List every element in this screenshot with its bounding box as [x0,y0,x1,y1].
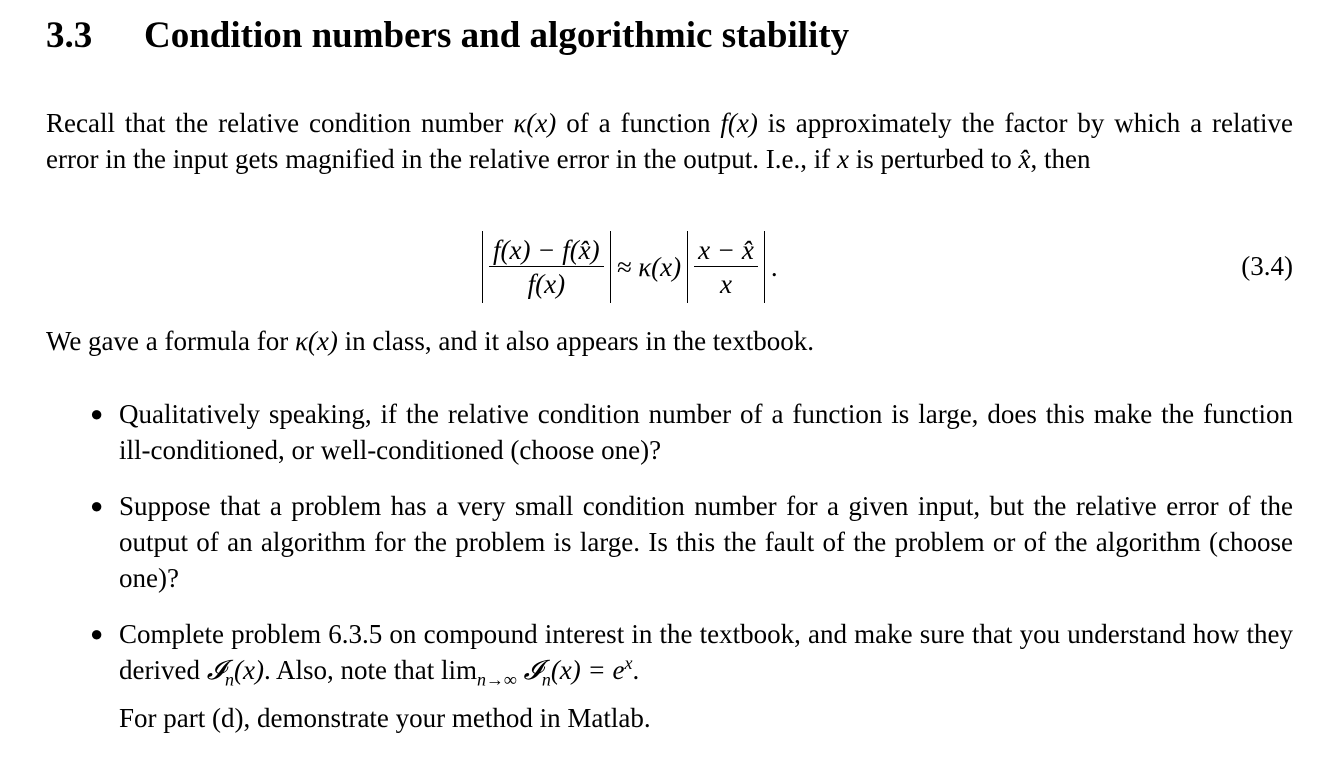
rhs-absolute-value [687,231,765,303]
section-number: 3.3 [46,15,93,56]
section-heading [46,14,849,58]
intro-text: Recall that the relative condition number [46,108,514,138]
math-expression: (x) = e [550,655,625,685]
rhs-numerator: x − x̂ [694,234,758,267]
after-text: We gave a formula for [46,326,295,356]
math-I: 𝓘 [516,655,542,685]
math-xhat: x̂ [1018,144,1031,174]
math-arg: (x) [233,655,264,685]
question-text-part: . Also, note that lim [263,655,477,685]
lhs-numerator: f(x) − f(x̂) [489,234,604,267]
bullet-icon: ● [90,621,104,646]
math-subscript: n [541,669,551,690]
math-subscript: n [224,669,234,690]
after-text: in class, and it also appears in the textbook. [337,326,815,356]
question-text: Qualitatively speaking, if the relative condition number of a function is large, does this make the function ill-conditioned, or well-conditioned (choose one)? [119,399,1293,465]
intro-paragraph [46,105,1293,177]
math-kappa: κ(x) [513,108,557,138]
math-x: x [837,144,849,174]
section-title: Condition numbers and algorithmic stability [144,15,850,56]
intro-text: , then [1030,144,1091,174]
intro-text: is approximately the factor by which a relative error in the input gets magnified in the relative error in the output. I.e., if [46,108,1294,174]
math-I: 𝓘 [206,655,225,685]
question-text [119,616,1293,688]
question-followup: For part (d), demonstrate your method in Matlab. [119,703,651,733]
list-item [46,396,1293,468]
rhs-denominator: x [720,268,732,299]
lhs-denominator: f(x) [527,268,566,299]
math-f: f(x) [720,108,758,138]
list-item [46,616,1293,736]
list-item [46,488,1293,596]
intro-text: of a function [556,108,721,138]
question-list [46,396,1293,756]
bullet-icon: ● [90,493,104,518]
lhs-fraction [489,234,604,301]
bullet-icon: ● [90,401,104,426]
equation-period: . [770,252,778,282]
question-text: Suppose that a problem has a very small condition number for a given input, but the relative error of the output of an algorithm for the problem is large. Is this the fault of the problem or of the algorithm (choose one)? [119,491,1293,593]
math-exponent: x [624,653,633,673]
question-text-part: Complete problem 6.3.5 on compound interest in the textbook, and make sure that you understand how they derived [119,619,1293,685]
equation-number: (3.4) [1241,251,1293,281]
intro-text: is perturbed to [849,144,1019,174]
question-text-part: . [632,655,640,685]
rhs-fraction [694,234,758,301]
lhs-absolute-value [482,231,611,303]
math-kappa: κ(x) [294,326,338,356]
math-limit-subscript: n→∞ [476,669,517,690]
equation-3-4 [46,228,1293,306]
equation-relation: ≈ κ(x) [616,252,682,282]
after-equation-paragraph [46,323,814,359]
equation-body [482,228,778,306]
